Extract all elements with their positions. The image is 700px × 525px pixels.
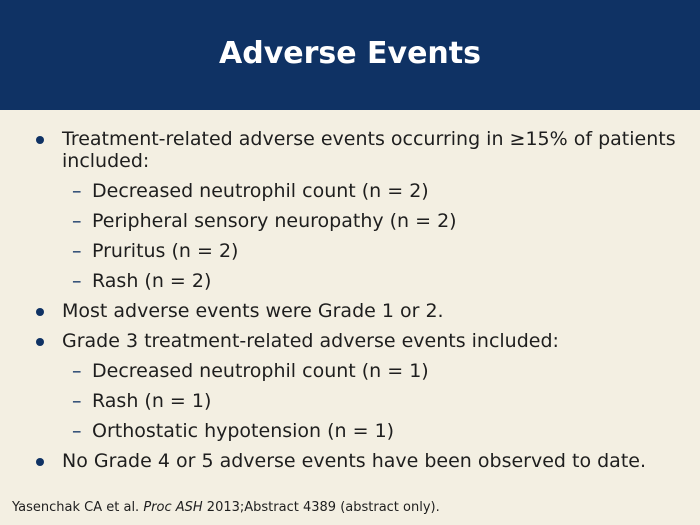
sub-bullet-item xyxy=(0,210,700,232)
citation-details: 2013;Abstract 4389 (abstract only). xyxy=(202,500,440,515)
sub-bullet-item xyxy=(0,390,700,412)
bullet-text: Grade 3 treatment-related adverse events included: xyxy=(62,330,559,352)
bullet-text: No Grade 4 or 5 adverse events have been observed to date. xyxy=(62,450,646,472)
sub-bullet-item xyxy=(0,420,700,442)
dash-icon: – xyxy=(72,240,82,262)
bullet-item xyxy=(0,128,700,172)
slide-title: Adverse Events xyxy=(219,35,481,71)
sub-bullet-text: Decreased neutrophil count (n = 2) xyxy=(92,180,429,202)
citation xyxy=(12,500,440,515)
dash-icon: – xyxy=(72,390,82,412)
sub-bullet-text: Rash (n = 2) xyxy=(92,270,212,292)
bullet-dot-icon xyxy=(36,458,44,466)
dash-icon: – xyxy=(72,210,82,232)
bullet-item xyxy=(0,450,700,472)
sub-bullet-text: Decreased neutrophil count (n = 1) xyxy=(92,360,429,382)
citation-journal: Proc ASH xyxy=(143,500,203,515)
bullet-dot-icon xyxy=(36,308,44,316)
bullet-text: Most adverse events were Grade 1 or 2. xyxy=(62,300,444,322)
sub-bullet-text: Rash (n = 1) xyxy=(92,390,212,412)
dash-icon: – xyxy=(72,180,82,202)
citation-authors: Yasenchak CA et al. xyxy=(12,500,144,515)
sub-bullet-text: Peripheral sensory neuropathy (n = 2) xyxy=(92,210,457,232)
sub-bullet-item xyxy=(0,270,700,292)
dash-icon: – xyxy=(72,270,82,292)
bullet-item xyxy=(0,330,700,352)
title-bar xyxy=(0,0,700,110)
bullet-list xyxy=(0,128,700,480)
sub-bullet-item xyxy=(0,180,700,202)
sub-bullet-item xyxy=(0,240,700,262)
bullet-dot-icon xyxy=(36,338,44,346)
sub-bullet-text: Orthostatic hypotension (n = 1) xyxy=(92,420,395,442)
bullet-text: Treatment-related adverse events occurring in ≥15% of patients included: xyxy=(62,128,676,172)
bullet-item xyxy=(0,300,700,322)
dash-icon: – xyxy=(72,420,82,442)
sub-bullet-text: Pruritus (n = 2) xyxy=(92,240,239,262)
sub-bullet-item xyxy=(0,360,700,382)
dash-icon: – xyxy=(72,360,82,382)
bullet-dot-icon xyxy=(36,136,44,144)
